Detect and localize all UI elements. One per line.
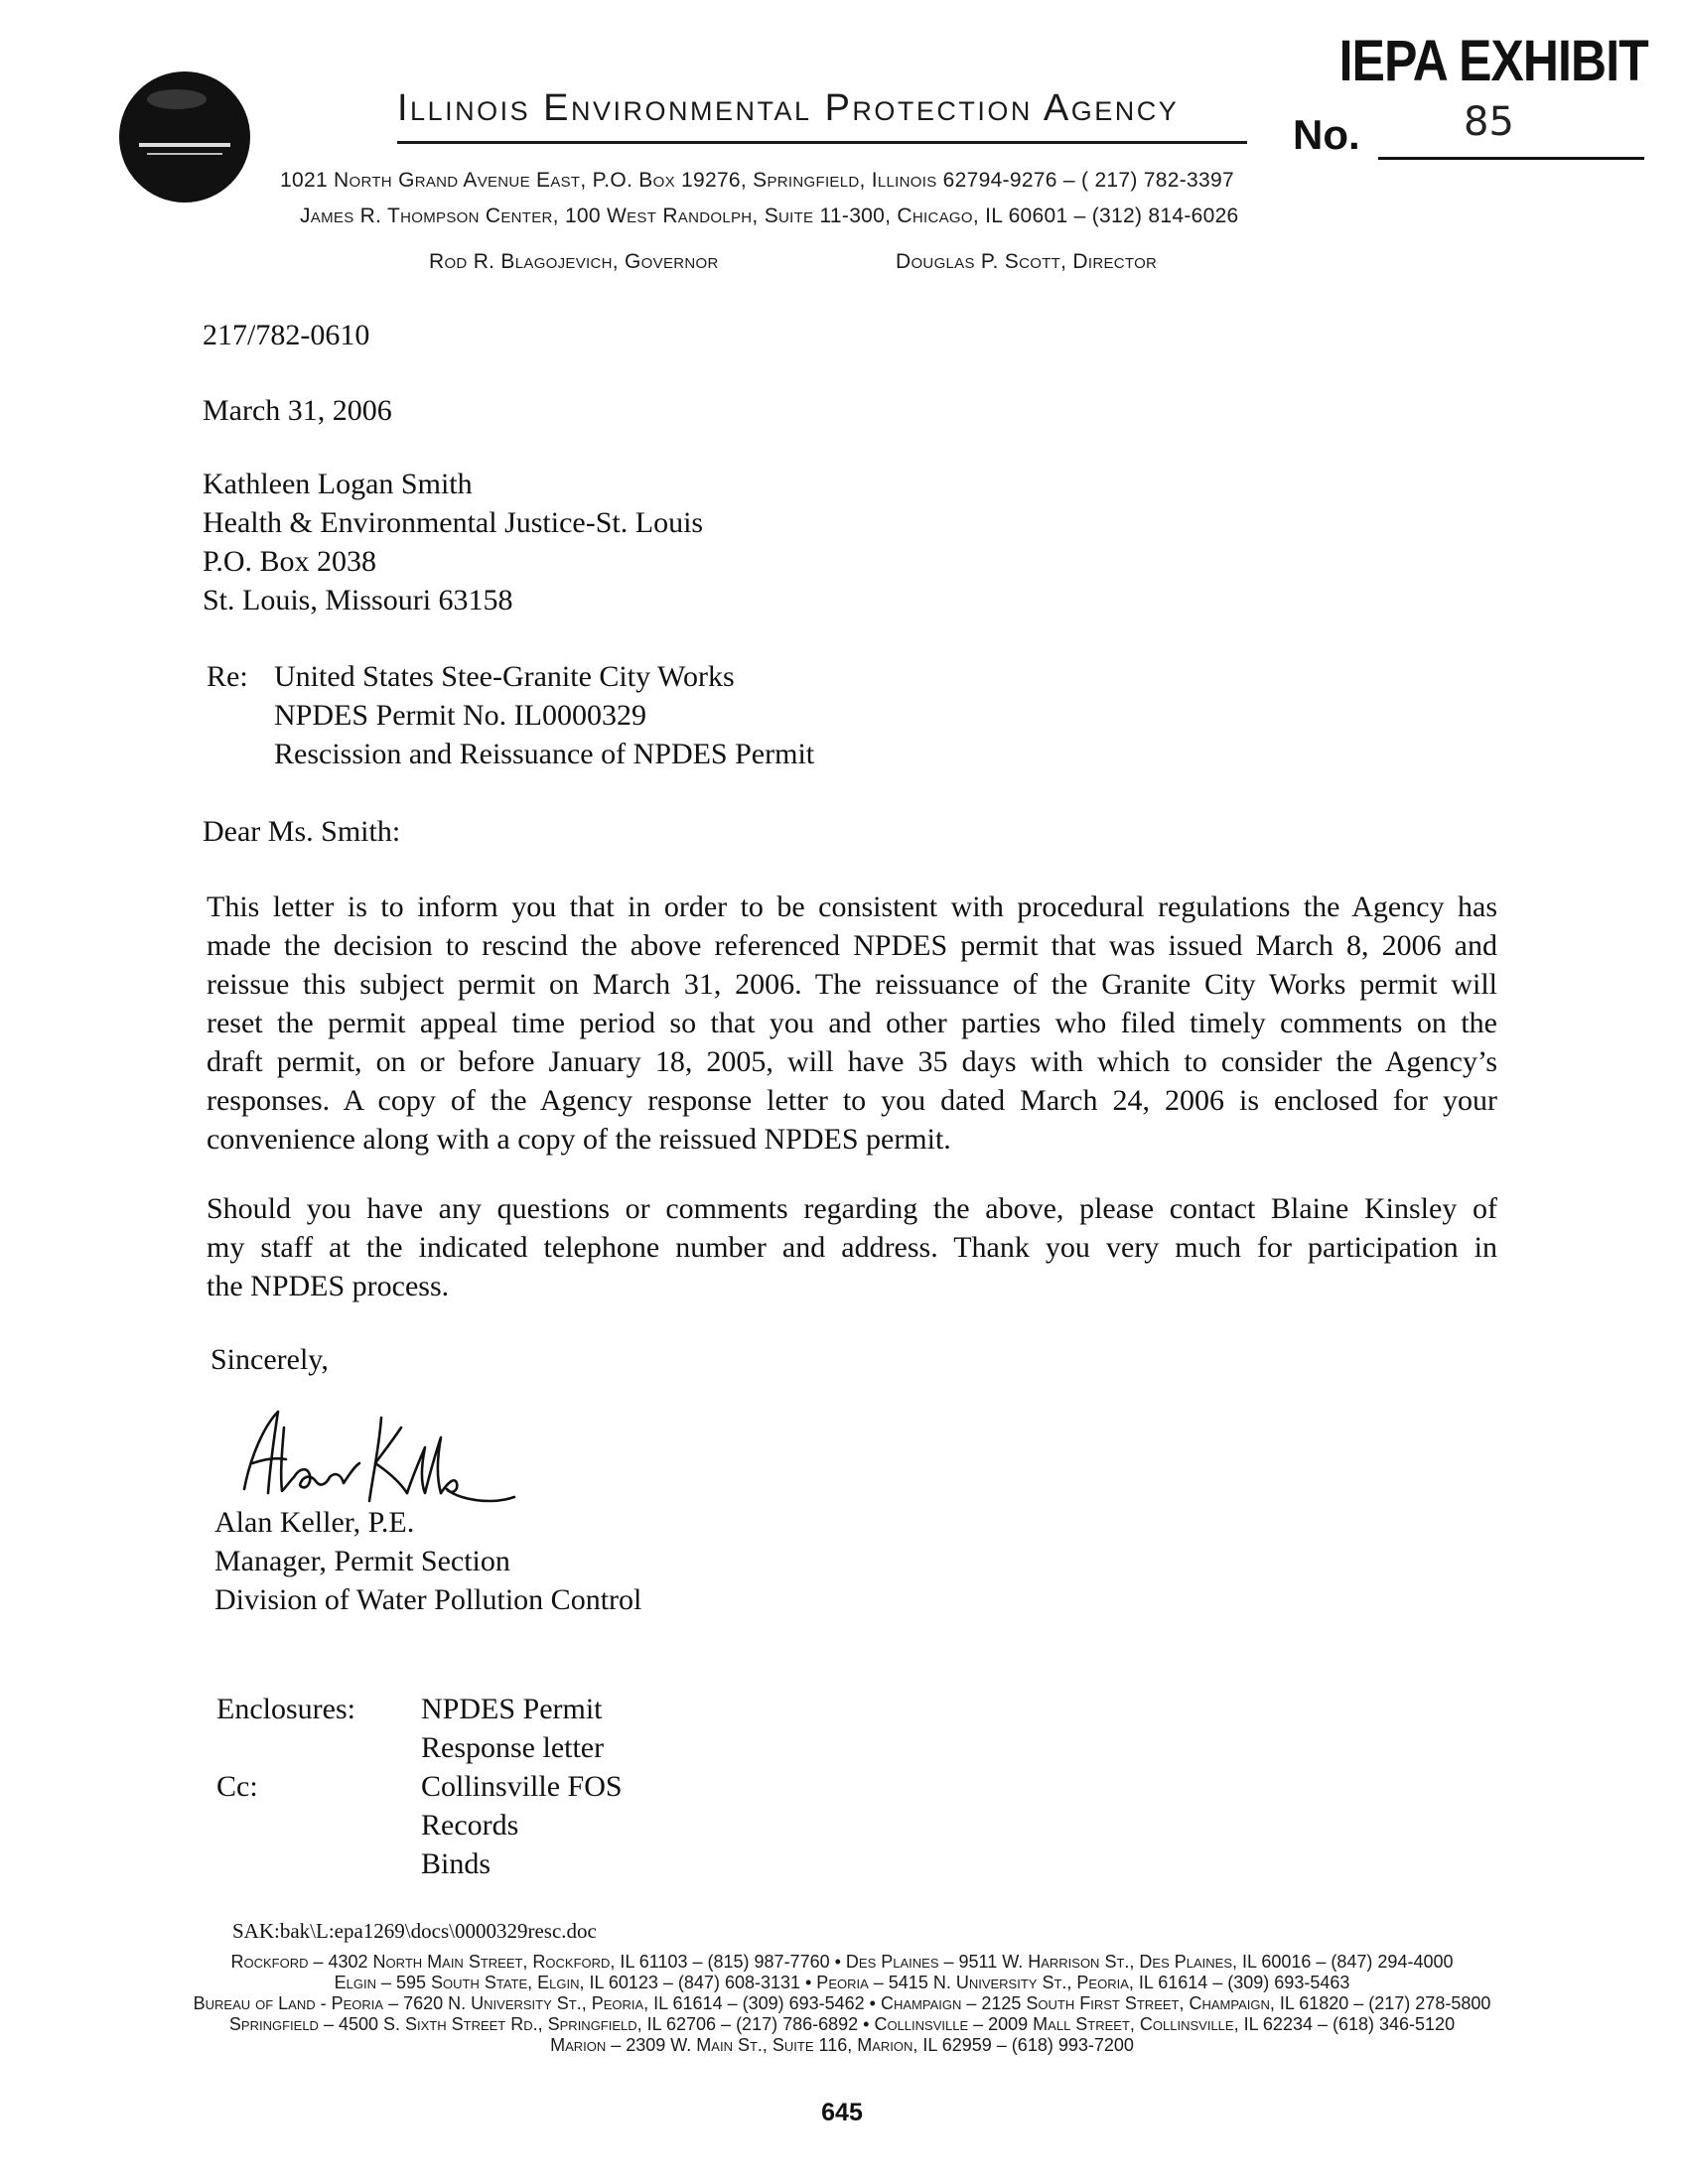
recipient-organization: Health & Environmental Justice-St. Louis: [203, 506, 704, 539]
page-number: 645: [821, 2099, 863, 2126]
enclosures-label: Enclosures:: [216, 1693, 355, 1725]
recipient-address: [203, 465, 703, 619]
footer-line: Marion – 2309 W. Main St., Suite 116, Marion, IL 62959 – (618) 993-7200: [550, 2035, 1134, 2055]
signer-division: Division of Water Pollution Control: [214, 1583, 642, 1616]
director-name: Douglas P. Scott, Director: [896, 250, 1158, 273]
paragraph-line: reset the permit appeal time period so that you and other parties who filed timely comments on the: [207, 1007, 1497, 1039]
address-springfield: 1021 North Grand Avenue East, P.O. Box 19276, Springfield, Illinois 62794-9276 – ( 217) 782-3397: [280, 169, 1234, 192]
cc-label: Cc:: [216, 1770, 258, 1803]
file-reference: SAK:bak\L:epa1269\docs\0000329resc.doc: [232, 1919, 597, 1943]
re-line: Rescission and Reissuance of NPDES Permit: [274, 738, 815, 770]
signer-title: Manager, Permit Section: [214, 1545, 510, 1577]
signer-name: Alan Keller, P.E.: [214, 1506, 415, 1539]
re-line: NPDES Permit No. IL0000329: [274, 699, 646, 732]
phone-reference: 217/782-0610: [203, 319, 370, 351]
salutation: Dear Ms. Smith:: [203, 815, 401, 848]
footer-offices: [0, 1952, 1684, 2056]
exhibit-number-underline: [1378, 157, 1644, 160]
handwritten-signature: [230, 1398, 518, 1517]
cc-item: Binds: [421, 1847, 491, 1880]
paragraph-line: Should you have any questions or comments regarding the above, please contact Blaine Kinsley of: [207, 1192, 1497, 1225]
exhibit-number-label: No.: [1293, 111, 1360, 158]
paragraph-line: my staff at the indicated telephone number and address. Thank you very much for participation in: [207, 1231, 1497, 1264]
paragraph-line: responses. A copy of the Agency response letter to you dated March 24, 2006 is enclosed for your: [207, 1084, 1497, 1117]
footer-line: Rockford – 4302 North Main Street, Rockford, IL 61103 – (815) 987-7760 • Des Plaines – 9511 W. Harrison St., Des Plaines, IL 60016 – (847) 294-4000: [230, 1952, 1454, 1972]
closing: Sincerely,: [210, 1343, 329, 1376]
signature-block: [214, 1503, 641, 1619]
recipient-city: St. Louis, Missouri 63158: [203, 584, 513, 616]
re-subject: [274, 657, 814, 773]
paragraph-line: made the decision to rescind the above referenced NPDES permit that was issued March 8, 2006 and: [207, 929, 1497, 962]
agency-name: Illinois Environmental Protection Agency: [397, 87, 1180, 129]
footer-line: Elgin – 595 South State, Elgin, IL 60123 – (847) 608-3131 • Peoria – 5415 N. University St., Peoria, IL 61614 – (309) 693-5463: [334, 1973, 1350, 1992]
recipient-po-box: P.O. Box 2038: [203, 545, 377, 578]
paragraph-line: reissue this subject permit on March 31, 2006. The reissuance of the Granite City Works permit will: [207, 968, 1497, 1001]
footer-line: Springfield – 4500 S. Sixth Street Rd., Springfield, IL 62706 – (217) 786-6892 • Collinsville – 2009 Mall Street, Collinsville, IL 62234 – (618) 346-5120: [228, 2014, 1456, 2034]
recipient-name: Kathleen Logan Smith: [203, 468, 473, 500]
re-label: Re:: [207, 660, 248, 693]
enclosure-item: NPDES Permit: [421, 1693, 603, 1725]
paragraph-line: draft permit, on or before January 18, 2005, will have 35 days with which to consider the Agency’s: [207, 1045, 1497, 1078]
cc-list: [421, 1767, 623, 1883]
cc-item: Collinsville FOS: [421, 1770, 623, 1803]
cc-item: Records: [421, 1809, 519, 1842]
paragraph-1: [207, 887, 1497, 1159]
paragraph-line: convenience along with a copy of the reissued NPDES permit.: [207, 1123, 951, 1156]
paragraph-line: the NPDES process.: [207, 1270, 450, 1302]
paragraph-line: This letter is to inform you that in order to be consistent with procedural regulations the Agency has: [207, 890, 1497, 923]
address-chicago: James R. Thompson Center, 100 West Randolph, Suite 11-300, Chicago, IL 60601 – (312) 814-6026: [300, 205, 1239, 227]
paragraph-2: [207, 1189, 1497, 1305]
letter-date: March 31, 2006: [203, 394, 392, 427]
enclosures-list: [421, 1690, 604, 1767]
re-line: United States Stee-Granite City Works: [274, 660, 735, 693]
agency-divider: [397, 141, 1247, 144]
exhibit-title: IEPA EXHIBIT: [1338, 29, 1648, 93]
enclosure-item: Response letter: [421, 1731, 605, 1764]
footer-line: Bureau of Land - Peoria – 7620 N. University St., Peoria, IL 61614 – (309) 693-5462 • Champaign – 2125 South First Street, Champaign, IL 61820 – (217) 278-5800: [193, 1993, 1491, 2013]
governor-name: Rod R. Blagojevich, Governor: [429, 250, 719, 273]
exhibit-number-value: 85: [1464, 99, 1514, 145]
agency-seal-logo: [117, 69, 252, 205]
